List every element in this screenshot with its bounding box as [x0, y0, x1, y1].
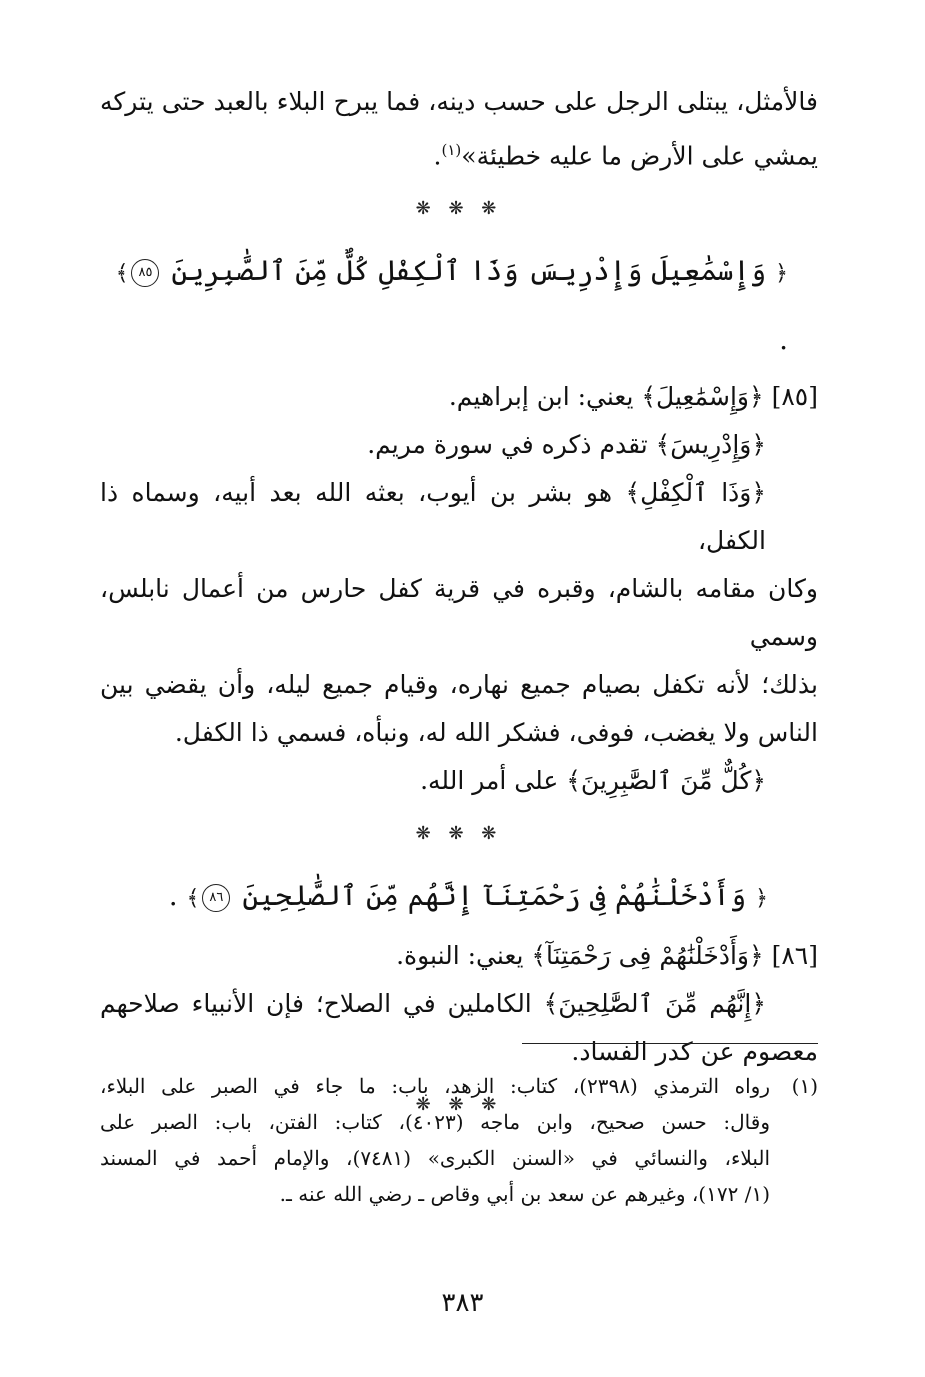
commentary-dhulkifl-2 — [100, 565, 818, 661]
verse-close-brace: ﴾ — [186, 886, 200, 912]
verse-86-text: وَأَدْخَلْنَٰهُمْ فِى رَحْمَتِنَآ إِنَّهُم مِّنَ ٱلصَّٰلِحِينَ — [242, 879, 747, 913]
commentary-85-ismail — [100, 373, 818, 421]
footnotes — [100, 1068, 818, 1212]
commentary-sabirin — [100, 757, 818, 805]
ayah-number-85: ٨٥ — [131, 259, 159, 287]
footnote-1 — [100, 1068, 818, 1212]
main-text — [100, 78, 818, 1134]
commentary-dhulkifl-1 — [100, 469, 818, 565]
commentary-text: ﴿وَأَدْخَلْنَٰهُمْ فِى رَحْمَتِنَآ﴾ يعني: النبوة. — [396, 941, 764, 971]
footnote-line: البلاء، والنسائي في «السنن الكبرى» (٧٤٨١)، والإمام أحمد في المسند — [100, 1146, 770, 1170]
commentary-line: ﴿وَذَا ٱلْكِفْلِ﴾ هو بشر بن أيوب، بعثه الله بعد أبيه، وسماه ذا الكفل، — [100, 478, 766, 556]
verse-85: ﴿ وَإِسْمَٰعِيلَ وَإِدْرِيسَ وَذَا ٱلْكِفْلِ كُلٌّ مِّنَ ٱلصَّٰبِرِينَ ٨٥﴾ . — [115, 254, 788, 357]
verse-close-brace: ﴾ — [115, 261, 129, 287]
commentary-dhulkifl-4 — [100, 709, 818, 757]
footnote-marker[interactable]: (١) — [441, 141, 462, 159]
commentary-line: الناس ولا يغضب، فوفى، فشكر الله له، ونبأه، فسمي ذا الكفل. — [174, 718, 818, 748]
verse-open-brace: ﴿ — [755, 886, 768, 912]
commentary-line: ﴿إِنَّهُم مِّنَ ٱلصَّٰلِحِينَ﴾ الكاملين في الصلاح؛ فإن الأنبياء صلاحهم — [100, 989, 766, 1019]
verse-ref-86: [٨٦] — [771, 941, 818, 971]
verse-85-text: وَإِسْمَٰعِيلَ وَإِدْرِيسَ وَذَا ٱلْكِفْلِ كُلٌّ مِّنَ ٱلصَّٰبِرِينَ — [171, 254, 767, 288]
commentary-dhulkifl-3 — [100, 661, 818, 709]
section-divider: ❋ ❋ ❋ — [415, 1094, 503, 1116]
ayah-number-86: ٨٦ — [202, 884, 230, 912]
commentary-line: بذلك؛ لأنه تكفل بصيام جميع نهاره، وقيام جميع ليله، وأن يقضي بين — [100, 670, 818, 700]
footnote-separator — [522, 1043, 818, 1044]
footnote-line: (١/ ١٧٢)، وغيرهم عن سعد بن أبي وقاص ـ رضي الله عنه ـ. — [279, 1182, 770, 1206]
commentary-86 — [100, 932, 818, 980]
page-number: ٣٨٣ — [441, 1288, 484, 1318]
commentary-salihin-1 — [100, 980, 818, 1028]
verse-open-brace: ﴿ — [775, 261, 788, 287]
footnote-text — [100, 1068, 770, 1212]
verse-86: ﴿ وَأَدْخَلْنَٰهُمْ فِى رَحْمَتِنَآ إِنَّهُم مِّنَ ٱلصَّٰلِحِينَ ٨٦﴾ . — [168, 879, 768, 913]
paragraph-1-line-2: يمشي على الأرض ما عليه خطيئة» — [461, 141, 818, 171]
commentary-idris — [100, 421, 818, 469]
footnote-number: (١) — [791, 1074, 818, 1098]
commentary-line: معصوم عن كدر الفساد. — [571, 1037, 818, 1067]
footnote-line: وقال: حسن صحيح، وابن ماجه (٤٠٢٣)، كتاب: الفتن، باب: الصبر على — [100, 1110, 770, 1134]
footnote-line: رواه الترمذي (٢٣٩٨)، كتاب: الزهد، باب: ما جاء في الصبر على البلاء، — [100, 1074, 770, 1098]
paragraph-1 — [100, 78, 818, 126]
commentary-text: ﴿كُلٌّ مِّنَ ٱلصَّٰبِرِينَ﴾ على أمر الله. — [420, 766, 766, 796]
paragraph-1-line-1: فالأمثل، يبتلى الرجل على حسب دينه، فما يبرح البلاء بالعبد حتى يتركه — [100, 87, 818, 116]
verse-ref-85: [٨٥] — [771, 382, 818, 412]
commentary-text: ﴿وَإِدْرِيسَ﴾ تقدم ذكره في سورة مريم. — [367, 430, 766, 460]
commentary-line: وكان مقامه بالشام، وقبره في قرية كفل حارس من أعمال نابلس، وسمي — [100, 574, 818, 652]
paragraph-1-end: يمشي على الأرض ما عليه خطيئة»$^{(١)}$. — [433, 141, 818, 171]
section-divider: ❋ ❋ ❋ — [415, 823, 503, 845]
section-divider: ❋ ❋ ❋ — [415, 198, 503, 220]
commentary-text: ﴿وَإِسْمَٰعِيلَ﴾ يعني: ابن إبراهيم. — [448, 382, 764, 412]
